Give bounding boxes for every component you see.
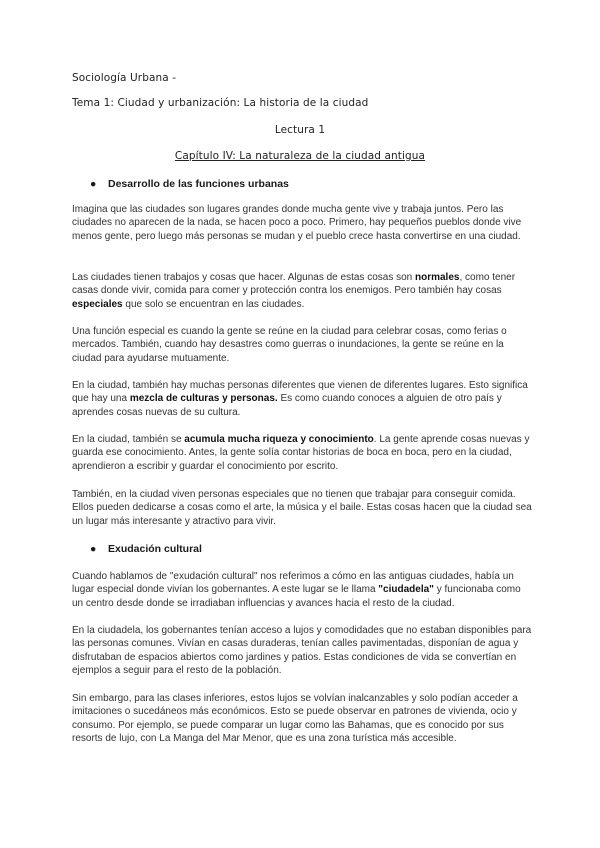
paragraph: Una función especial es cuando la gente se reúne en la ciudad para celebrar cosas, como ferias o mercados. También, cuando hay desastres como guerras o inundaciones, la gente se reúne en la ciudad para ayudarse mutuamente. (72, 326, 507, 364)
chapter-title: Capítulo IV: La naturaleza de la ciudad antigua (174, 150, 426, 162)
bold-term: "ciudadela" (375, 584, 434, 596)
section-heading-urban-functions (90, 178, 289, 190)
section-heading-cultural-exudation (90, 543, 202, 555)
paragraph: En la ciudad, también hay muchas personas diferentes que vienen de diferentes lugares. Esto significa que hay una mezcla de culturas y personas. Es como cuando conoces a alguien de otro país y aprendes cosas nuevas de su cultura. (72, 380, 528, 418)
lecture-title: Lectura 1 (274, 124, 326, 136)
bullet-icon: ● (90, 178, 97, 190)
bold-term: especiales (72, 298, 123, 310)
paragraph: En la ciudad, también se acumula mucha riqueza y conocimiento. La gente aprende cosas nuevas y guarda ese conocimiento. Antes, la gente solía contar historias de boca en boca, pero en la ciudad, aprendieron a escribir y guardar el conocimiento por escrito. (72, 434, 530, 472)
bullet-icon: ● (90, 543, 97, 555)
bold-term: mezcla de culturas y personas. (129, 393, 278, 405)
section-title: Exudación cultural (108, 543, 202, 555)
paragraph: También, en la ciudad viven personas especiales que no tienen que trabajar para conseguir comida. Ellos pueden dedicarse a cosas como el arte, la música y el baile. Estas cosas hacen que la ciudad sea un lugar más interesante y atractivo para vivir. (72, 489, 532, 527)
paragraph: Imagina que las ciudades son lugares grandes donde mucha gente vive y trabaja juntos. Pero las ciudades no aparecen de la nada, se hacen poco a poco. Primero, hay pequeños pueblos donde vive menos gente, pero luego más personas se mudan y el pueblo crece hasta convertirse en una ciudad. (72, 204, 522, 242)
paragraph: Las ciudades tienen trabajos y cosas que hacer. Algunas de estas cosas son normales, como tener casas donde vivir, comida para comer y protección contra los enemigos. Pero también hay cosas especiales que solo se encuentran en las ciudades. (72, 272, 516, 310)
topic-title: Tema 1: Ciudad y urbanización: La historia de la ciudad (72, 97, 369, 109)
bold-term: acumula mucha riqueza y conocimiento (184, 434, 374, 445)
course-title: Sociología Urbana - (72, 72, 177, 84)
section-title: Desarrollo de las funciones urbanas (108, 178, 289, 190)
paragraph: En la ciudadela, los gobernantes tenían acceso a lujos y comodidades que no estaban disponibles para las personas comunes. Vivían en casas duraderas, tenían calles pavimentadas, disponían de agua y disfrutaban de espacios abiertos como jardines y patios. Estas condiciones de vida se convertían en ejemplos a seguir para el resto de la población. (72, 625, 532, 677)
paragraph: Cuando hablamos de "exudación cultural" nos referimos a cómo en las antiguas ciudades, había un lugar especial donde vivían los gobernantes. A este lugar se le llama "ciudadela" y funcionaba como un centro desde donde se irradiaban influencias y avances hacia el resto de la ciudad. (72, 571, 521, 609)
paragraph: Sin embargo, para las clases inferiores, estos lujos se volvían inalcanzables y solo podían acceder a imitaciones o sucedáneos más económicos. Esto se puede observar en patrones de vivienda, ocio y consumo. Por ejemplo, se puede comparar un lugar como las Bahamas, que es conocido por sus resorts de lujo, con La Manga del Mar Menor, que es una zona turística más accesible. (72, 693, 518, 745)
bold-term: normales (415, 272, 460, 283)
